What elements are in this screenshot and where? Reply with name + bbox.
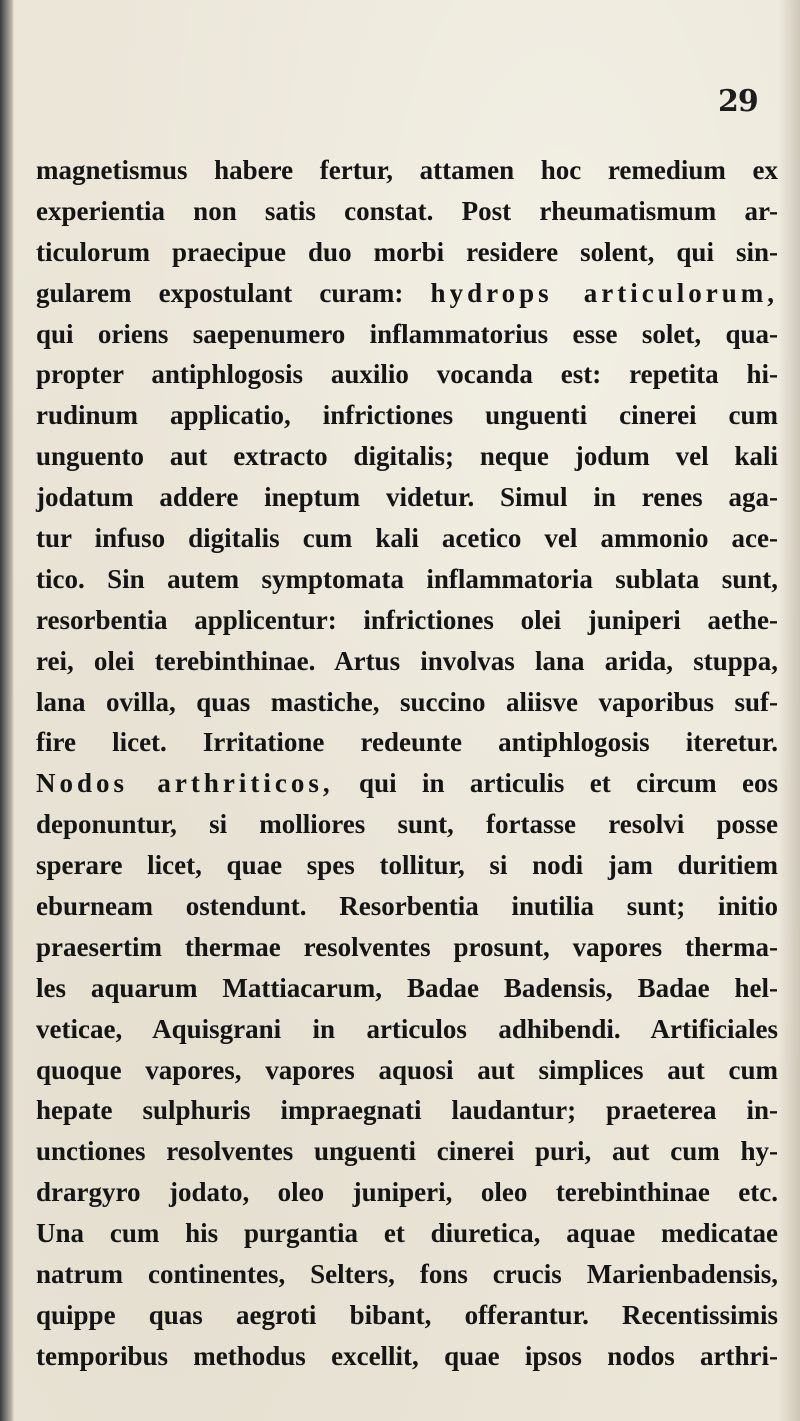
text-line-5: qui oriens saepenumero inflammatorius esse solet, qua- bbox=[36, 318, 778, 349]
text-line-18: sperare licet, quae spes tollitur, si nodi jam duritiem bbox=[36, 850, 778, 881]
text-line-25: unctiones resolventes unguenti cinerei puri, aut cum hy- bbox=[36, 1136, 778, 1167]
text-line-8: unguento aut extracto digitalis; neque jodum vel kali bbox=[36, 441, 778, 472]
text-line-27: Una cum his purgantia et diuretica, aquae medicatae bbox=[36, 1218, 778, 1249]
text-line-13: rei, olei terebinthinae. Artus involvas lana arida, stuppa, bbox=[36, 645, 778, 676]
text-line-7: rudinum applicatio, infrictiones unguenti cinerei cum bbox=[36, 400, 778, 431]
spaced-term-hydrops: hydrops articulorum, bbox=[430, 277, 779, 308]
page-edge-shadow bbox=[778, 0, 800, 1421]
text-line-14: lana ovilla, quas mastiche, succino aliisve vaporibus suf- bbox=[36, 686, 778, 717]
text-line-10: tur infuso digitalis cum kali acetico vel ammonio ace- bbox=[36, 523, 778, 554]
text-line-17: deponuntur, si molliores sunt, fortasse resolvi posse bbox=[36, 809, 778, 840]
text-line-16-rest: qui in articulis et circum eos bbox=[359, 768, 779, 799]
text-line-19: eburneam ostendunt. Resorbentia inutilia sunt; initio bbox=[36, 891, 778, 922]
text-line-3: ticulorum praecipue duo morbi residere solent, qui sin- bbox=[36, 236, 778, 267]
text-line-15: fire licet. Irritatione redeunte antiphlogosis iteretur. bbox=[36, 727, 778, 758]
text-line-1: magnetismus habere fertur, attamen hoc remedium ex bbox=[36, 155, 778, 185]
text-line-26: drargyro jodato, oleo juniperi, oleo terebinthinae etc. bbox=[36, 1177, 778, 1208]
text-line-9: jodatum addere ineptum videtur. Simul in renes aga- bbox=[36, 482, 778, 513]
text-line-12: resorbentia applicentur: infrictiones olei juniperi aethe- bbox=[36, 604, 778, 635]
text-line-28: natrum continentes, Selters, fons crucis Marienbadensis, bbox=[36, 1259, 778, 1290]
text-line-6: propter antiphlogosis auxilio vocanda est: repetita hi- bbox=[36, 359, 778, 390]
text-line-16 bbox=[36, 763, 778, 804]
binding-edge bbox=[0, 0, 14, 1421]
text-line-21: les aquarum Mattiacarum, Badae Badensis, Badae hel- bbox=[36, 972, 778, 1003]
page-number: 29 bbox=[718, 84, 758, 119]
text-line-22: veticae, Aquisgrani in articulos adhibendi. Artificiales bbox=[36, 1013, 778, 1044]
body-text bbox=[36, 150, 778, 1377]
text-line-23: quoque vapores, vapores aquosi aut simplices aut cum bbox=[36, 1054, 778, 1085]
text-line-2: experientia non satis constat. Post rheumatismum ar- bbox=[36, 195, 778, 226]
spaced-term-nodos: Nodos arthriticos, bbox=[36, 768, 334, 799]
text-line-4 bbox=[36, 273, 778, 314]
text-line-20: praesertim thermae resolventes prosunt, vapores therma- bbox=[36, 931, 778, 962]
text-line-30: temporibus methodus excellit, quae ipsos nodos arthri- bbox=[36, 1340, 778, 1371]
text-line-4-start: gularem expostulant curam: bbox=[36, 277, 404, 308]
text-line-11: tico. Sin autem symptomata inflammatoria sublata sunt, bbox=[36, 563, 778, 594]
text-line-29: quippe quas aegroti bibant, offerantur. Recentissimis bbox=[36, 1299, 778, 1330]
text-line-24: hepate sulphuris impraegnati laudantur; praeterea in- bbox=[36, 1095, 778, 1126]
